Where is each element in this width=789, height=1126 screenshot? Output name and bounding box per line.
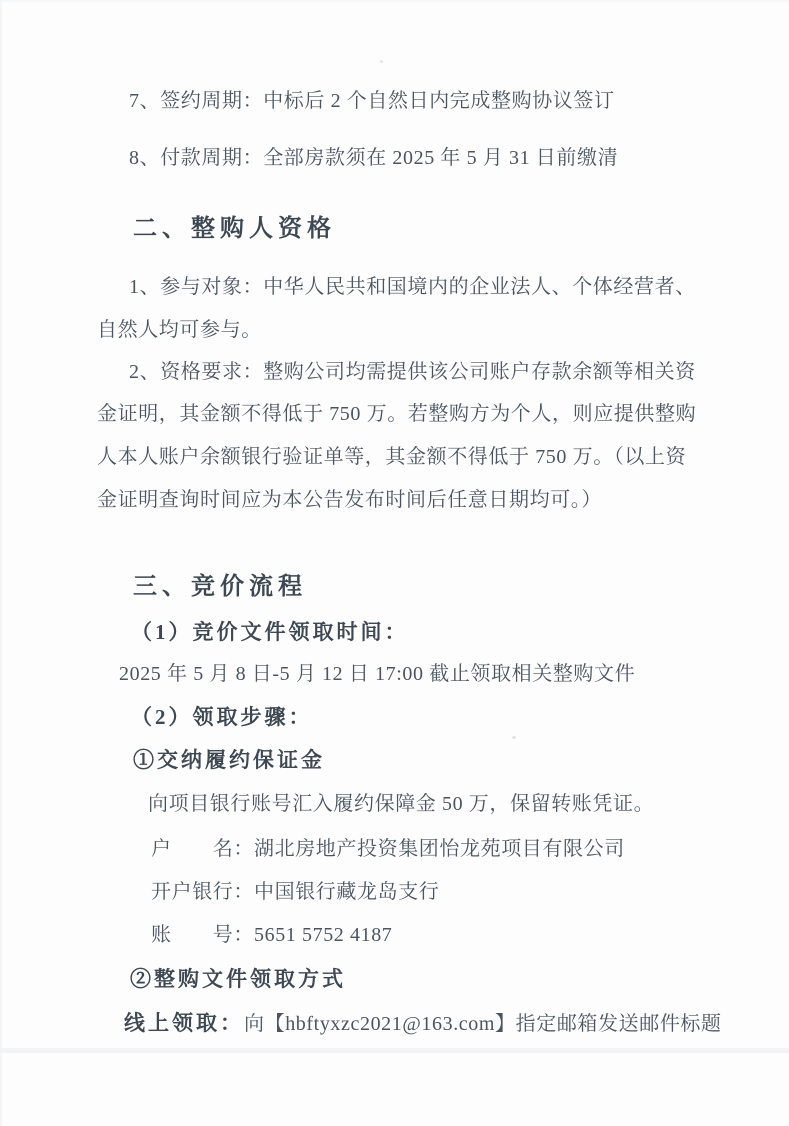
account-number-line <box>151 922 392 948</box>
account-number-label: 账 号： <box>151 924 254 946</box>
bank-branch-value: 中国银行藏龙岛支行 <box>254 881 440 903</box>
section-heading-buyer-qualification: 二、整购人资格 <box>133 216 336 242</box>
account-name-line <box>151 836 625 862</box>
paragraph-qualification-line3: 人本人账户余额银行验证单等，其金额不得低于 750 万。（以上资 <box>97 446 687 468</box>
online-collection-label: 线上领取： <box>124 1011 244 1035</box>
scan-edge-shadow <box>0 0 789 3</box>
paragraph-participants-line2: 自然人均可参与。 <box>97 319 262 341</box>
scan-edge-shadow <box>0 0 3 1126</box>
scan-speck <box>380 60 383 63</box>
scan-artifact-band <box>0 1048 789 1053</box>
step2-heading-document-collection-method: ②整购文件领取方式 <box>130 967 346 991</box>
paragraph-qualification-line2: 金证明，其金额不得低于 750 万。若整购方为个人，则应提供整购 <box>97 403 697 425</box>
bank-branch-line <box>151 879 439 905</box>
account-name-label: 户 名： <box>151 838 254 860</box>
section-heading-bidding-process: 三、竞价流程 <box>133 574 307 600</box>
step1-heading-deposit: ①交纳履约保证金 <box>133 748 325 772</box>
account-number-value: 5651 5752 4187 <box>254 924 393 946</box>
paragraph-participants-line1: 1、参与对象：中华人民共和国境内的企业法人、个体经营者、 <box>129 276 696 298</box>
collection-time-value: 2025 年 5 月 8 日-5 月 12 日 17:00 截止领取相关整购文件 <box>119 663 636 685</box>
scan-speck <box>512 736 516 739</box>
paragraph-qualification-line1: 2、资格要求：整购公司均需提供该公司账户存款余额等相关资 <box>129 361 696 383</box>
bank-branch-label: 开户银行： <box>151 881 254 903</box>
clause-8-payment-period: 8、付款周期：全部房款须在 2025 年 5 月 31 日前缴清 <box>129 147 619 169</box>
subsection-collection-steps: （2）领取步骤： <box>131 705 313 729</box>
step1-deposit-instruction: 向项目银行账号汇入履约保障金 50 万，保留转账凭证。 <box>148 793 655 815</box>
online-collection-line <box>124 1010 722 1037</box>
paragraph-qualification-line4: 金证明查询时间应为本公告发布时间后任意日期均可。） <box>97 489 602 511</box>
account-name-value: 湖北房地产投资集团怡龙苑项目有限公司 <box>254 838 625 860</box>
clause-7-signing-period: 7、签约周期：中标后 2 个自然日内完成整购协议签订 <box>129 90 615 112</box>
subsection-document-collection-time: （1）竞价文件领取时间： <box>131 620 409 644</box>
online-collection-instruction: 向【hbftyxzc2021@163.com】指定邮箱发送邮件标题 <box>244 1013 722 1035</box>
